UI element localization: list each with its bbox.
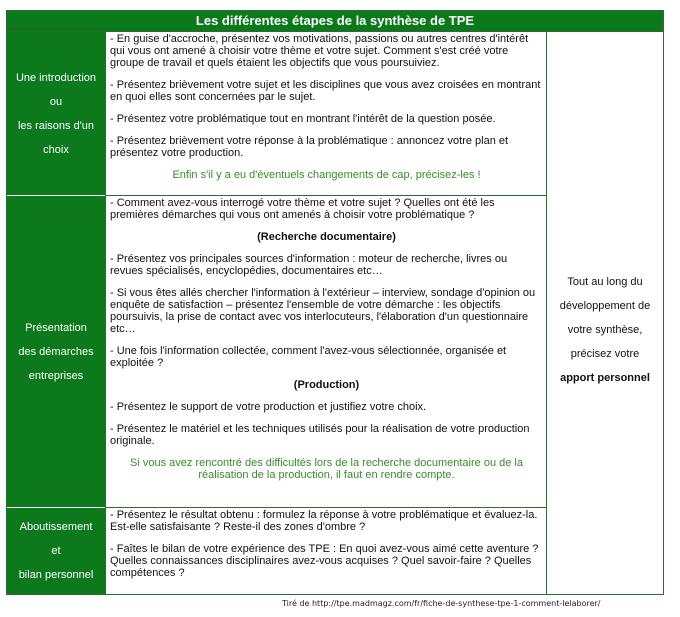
apport-line: votre synthèse,	[567, 324, 643, 336]
note-green: Enfin s'il y a eu d'éventuels changements de cap, précisez-les !	[172, 169, 481, 181]
paragraph: - Si vous êtes allés chercher l'information à l'extérieur – interview, sondage d'opinion ou enquête de satisfaction – présentez l'ensemble de votre démarche : les objectifs poursuivis, la prise de contact avec vos interlocuteurs, l'élaboration d'un questionnaire etc…	[110, 287, 536, 335]
table-title: Les différentes étapes de la synthèse de TPE	[7, 11, 663, 32]
paragraph: - Présentez le résultat obtenu : formulez la réponse à votre problématique et évaluez-la. Est-elle satisfaisante ? Reste-il des zones d'ombre ?	[110, 509, 538, 533]
label-line: choix	[43, 143, 69, 156]
subheading-production: (Production)	[293, 379, 360, 391]
source-citation: Tiré de http://tpe.madmagz.com/fr/fiche-de-synthese-tpe-1-comment-lelaborer/	[282, 599, 601, 608]
label-line: Présentation	[25, 321, 87, 334]
table-body	[7, 32, 663, 594]
label-line: des démarches	[18, 345, 94, 358]
label-line: entreprises	[28, 369, 84, 382]
apport-bold: apport personnel	[560, 372, 650, 384]
paragraph: - Présentez vos principales sources d'information : moteur de recherche, livres ou revues spécialisés, encyclopédies, documentaires etc…	[110, 253, 508, 277]
apport-line: développement de	[559, 300, 651, 312]
paragraph: - Comment avez-vous interrogé votre thème et votre sujet ? Quelles ont été les premières démarches qui vous ont amenés à choisir votre problématique ?	[110, 197, 495, 221]
paragraph: - Faîtes le bilan de votre expérience des TPE : En quoi avez-vous aimé cette aventure ? Quelles connaissances disciplinaires avez-vous acquises ? Quel savoir-faire ? Quelles compétences ?	[110, 543, 539, 579]
note-green: Si vous avez rencontré des difficultés lors de la recherche documentaire ou de la réalisation de la production, il faut en rendre compte.	[130, 457, 523, 481]
paragraph: - Présentez brièvement votre réponse à la problématique : annoncez votre plan et présentez votre production.	[110, 135, 509, 159]
content-aboutissement	[106, 508, 546, 594]
synthesis-table	[6, 10, 664, 595]
label-line: ou	[49, 95, 63, 108]
paragraph: - Présentez brièvement votre sujet et les disciplines que vous avez croisées en montrant en quoi elles sont concernées par le sujet.	[110, 79, 541, 103]
paragraph: - Présentez votre problématique tout en montrant l'intérêt de la question posée.	[110, 113, 496, 125]
content-presentation	[106, 196, 546, 508]
label-line: les raisons d'un	[17, 119, 95, 132]
apport-column	[547, 32, 663, 594]
label-introduction	[7, 32, 105, 196]
section-labels-column	[7, 32, 106, 594]
apport-note	[547, 270, 663, 390]
paragraph: - Une fois l'information collectée, comment l'avez-vous sélectionnée, organisée et exploitée ?	[110, 345, 507, 369]
paragraph: - En guise d'accroche, présentez vos motivations, passions ou autres centres d'intérêt qui vous ont amené à choisir votre thème et votre sujet. Comment s'est créé votre groupe de travail et quels étaient les objectifs que vous poursuiviez.	[110, 33, 529, 69]
content-column	[106, 32, 547, 594]
label-line: bilan personnel	[18, 569, 94, 581]
label-line: Aboutissement	[19, 521, 93, 533]
content-introduction	[106, 32, 546, 196]
paragraph: - Présentez le support de votre production et justifiez votre choix.	[110, 401, 427, 413]
paragraph: - Présentez le matériel et les techniques utilisés pour la réalisation de votre production originale.	[110, 423, 530, 447]
label-line: et	[51, 545, 61, 557]
label-line: Une introduction	[15, 71, 97, 84]
subheading-recherche: (Recherche documentaire)	[257, 231, 396, 243]
label-aboutissement	[7, 508, 105, 594]
label-presentation	[7, 196, 105, 508]
apport-line: Tout au long du	[567, 276, 643, 288]
apport-line: précisez votre	[570, 348, 640, 360]
